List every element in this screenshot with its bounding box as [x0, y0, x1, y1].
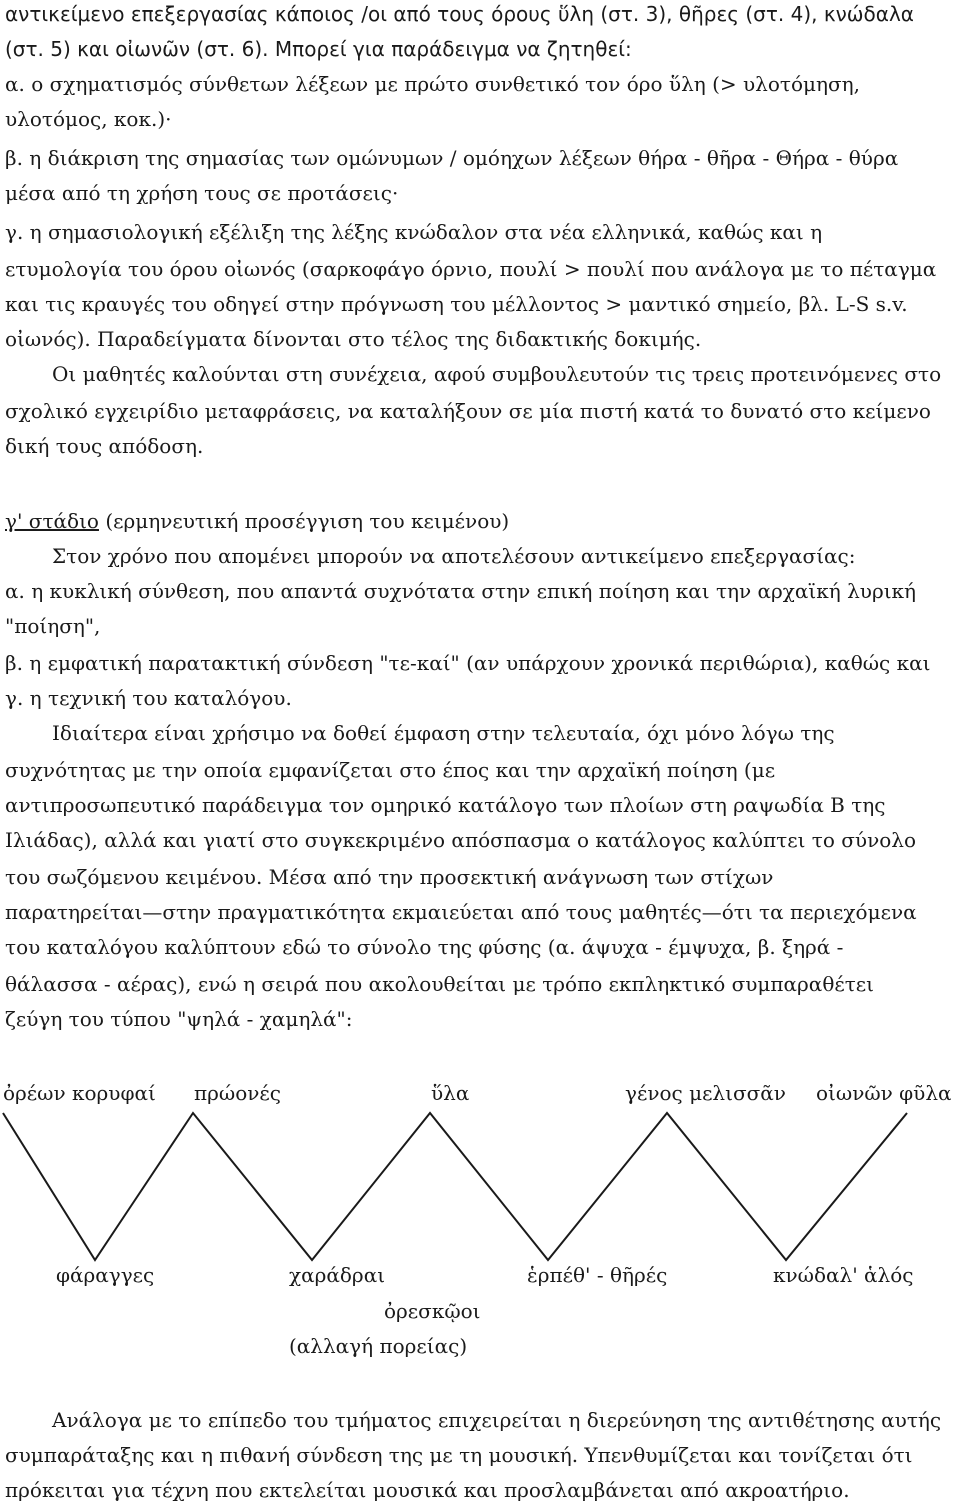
text-line: και τις κραυγές του οδηγεί στην πρόγνωση του μέλλοντος > μαντικό σημείο, βλ. L-S s.v.: [5, 292, 908, 316]
text-line: αντιπροσωπευτικό παράδειγμα τον ομηρικό κατάλογο των πλοίων στη ραψωδία Β της: [5, 793, 886, 817]
text-line: Ιλιάδας), αλλά και γιατί στο συγκεκριμένο απόσπασμα ο κατάλογος καλύπτει το σύνολο: [5, 828, 916, 852]
diagram-high-word: πρώονές: [194, 1081, 281, 1105]
text-line: "ποίηση",: [5, 614, 101, 638]
stage-label: γ' στάδιο: [5, 509, 99, 533]
text-line: ζεύγη του τύπου "ψηλά - χαμηλά":: [5, 1007, 353, 1031]
text-line: β. η διάκριση της σημασίας των ομώνυμων / ομόηχων λέξεων θήρα - θῆρα - Θήρα - θύρα: [5, 146, 899, 170]
diagram-high-word: ὕλα: [431, 1081, 470, 1105]
text-line: α. η κυκλική σύνθεση, που απαντά συχνότατα στην επική ποίηση και την αρχαϊκή λυρική: [5, 579, 917, 603]
text-line: Ιδιαίτερα είναι χρήσιμο να δοθεί έμφαση στην τελευταία, όχι μόνο λόγω της: [52, 721, 835, 745]
text-line: δική τους απόδοση.: [5, 434, 204, 458]
text-line: του σωζόμενου κειμένου. Μέσα από την προσεκτική ανάγνωση των στίχων: [5, 865, 774, 889]
diagram-low-word: χαράδραι: [289, 1263, 386, 1287]
text-line: υλοτόμος, κοκ.)·: [5, 107, 172, 131]
text-line: συχνότητας με την οποία εμφανίζεται στο έπος και την αρχαϊκή ποίηση (με: [5, 758, 776, 782]
text-line: οἰωνός). Παραδείγματα δίνονται στο τέλος της διδακτικής δοκιμής.: [5, 327, 702, 351]
diagram-low-word: φάραγγες: [56, 1263, 155, 1287]
text-line: γ. η σημασιολογική εξέλιξη της λέξης κνώδαλον στα νέα ελληνικά, καθώς και η: [5, 220, 823, 244]
text-line: πρόκειται για τέχνη που εκτελείται μουσικά και προσλαμβάνεται από ακροατήριο.: [5, 1478, 850, 1502]
text-line: γ. η τεχνική του καταλόγου.: [5, 686, 292, 710]
text-line: θάλασσα - αέρας), ενώ η σειρά που ακολουθείται με τρόπο εκπληκτικό συμπαραθέτει: [5, 972, 874, 996]
text-line: του καταλόγου καλύπτουν εδώ το σύνολο της φύσης (α. άψυχα - έμψυχα, β. ξηρά -: [5, 935, 844, 959]
text-line: α. ο σχηματισμός σύνθετων λέξεων με πρώτο συνθετικό τον όρο ὕλη (> υλοτόμηση,: [5, 72, 860, 96]
text-line: αντικείμενο επεξεργασίας κάποιος /οι από τους όρους ὕλη (στ. 3), θῆρες (στ. 4), κνώδαλα: [5, 2, 914, 26]
text-line: β. η εμφατική παρατακτική σύνδεση "τε-καί" (αν υπάρχουν χρονικά περιθώρια), καθώς και: [5, 651, 931, 675]
diagram-extra-word: ὀρεσκῷοι: [384, 1299, 481, 1323]
text-line: ετυμολογία του όρου οἰωνός (σαρκοφάγο όρνιο, πουλί > πουλί που ανάλογα με το πέταγμα: [5, 257, 937, 281]
diagram-note: (αλλαγή πορείας): [289, 1334, 468, 1358]
diagram-high-word: γένος μελισσᾶν: [625, 1081, 786, 1105]
text-line: συμπαράταξης και η πιθανή σύνδεση της με τη μουσική. Υπενθυμίζεται και τονίζεται ότι: [5, 1443, 913, 1467]
text-line: Ανάλογα με το επίπεδο του τμήματος επιχειρείται η διερεύνηση της αντιθέτησης αυτής: [52, 1408, 942, 1432]
diagram-low-word: κνώδαλ' ἁλός: [773, 1263, 914, 1287]
text-line: Στον χρόνο που απομένει μπορούν να αποτελέσουν αντικείμενο επεξεργασίας:: [52, 544, 856, 568]
diagram-low-word: ἑρπέθ' - θῆρές: [527, 1263, 668, 1287]
text-line: Οι μαθητές καλούνται στη συνέχεια, αφού συμβουλευτούν τις τρεις προτεινόμενες στο: [52, 362, 942, 386]
text-line: (στ. 5) και οἰωνῶν (στ. 6). Μπορεί για παράδειγμα να ζητηθεί:: [5, 37, 632, 61]
stage-description: (ερμηνευτική προσέγγιση του κειμένου): [98, 509, 510, 533]
text-line: παρατηρείται—στην πραγματικότητα εκμαιεύεται από τους μαθητές—ότι τα περιεχόμενα: [5, 900, 917, 924]
text-line: σχολικό εγχειρίδιο μεταφράσεις, να καταλήξουν σε μία πιστή κατά το δυνατό στο κείμενο: [5, 399, 931, 423]
diagram-high-word: ὀρέων κορυφαί: [3, 1081, 156, 1105]
diagram-high-word: οἰωνῶν φῦλα: [816, 1081, 952, 1105]
text-line: μέσα από τη χρήση τους σε προτάσεις·: [5, 181, 399, 205]
